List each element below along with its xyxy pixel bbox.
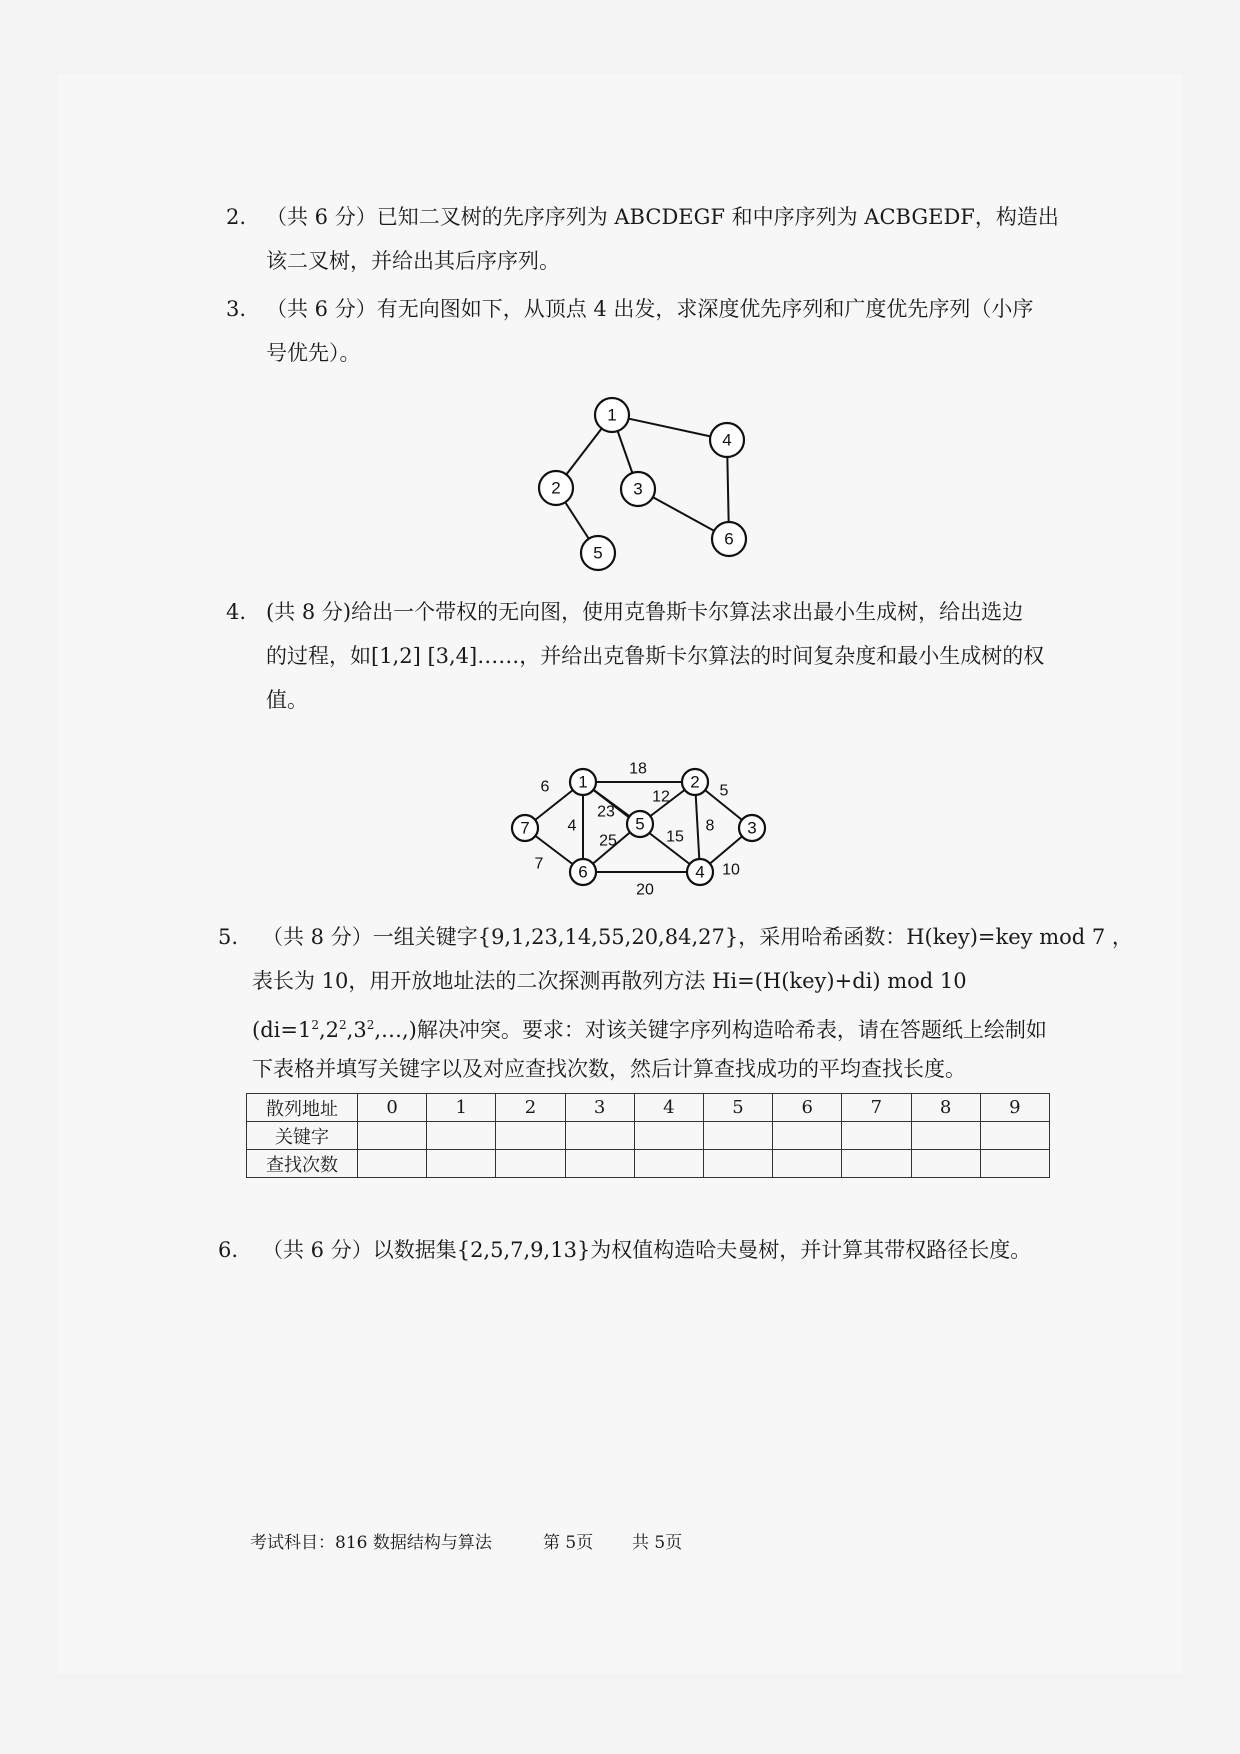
table-cell bbox=[427, 1150, 496, 1178]
table-cell bbox=[980, 1122, 1049, 1150]
question-number: 4. bbox=[226, 600, 247, 624]
edge-weight: 23 bbox=[597, 803, 615, 821]
footer-total: 共 5页 bbox=[632, 1533, 683, 1553]
graph-node bbox=[570, 859, 596, 885]
table-cell: 3 bbox=[565, 1094, 634, 1122]
text-fragment: (di=1 bbox=[252, 1018, 312, 1042]
graph-node bbox=[627, 811, 653, 837]
text-fragment: ,2 bbox=[318, 1018, 339, 1042]
question-number: 6. bbox=[218, 1238, 239, 1262]
question-text-line: （共 6 分）有无向图如下，从顶点 4 出发，求深度优先序列和广度优先序列（小序 bbox=[266, 297, 1034, 321]
hash-table bbox=[246, 1093, 1050, 1178]
graph-node-label: 3 bbox=[747, 818, 757, 838]
edge-weight: 25 bbox=[599, 832, 617, 850]
undirected-graph bbox=[520, 385, 780, 585]
footer-subject: 考试科目：816 数据结构与算法 bbox=[250, 1533, 492, 1553]
question-4 bbox=[226, 591, 1126, 721]
graph-node bbox=[539, 471, 573, 505]
superscript: 2 bbox=[311, 1018, 319, 1032]
question-5 bbox=[218, 916, 1138, 1091]
table-header-cell: 查找次数 bbox=[247, 1150, 358, 1178]
table-cell: 9 bbox=[980, 1094, 1049, 1122]
superscript: 2 bbox=[366, 1018, 375, 1032]
graph-node-label: 6 bbox=[578, 862, 588, 882]
table-row bbox=[247, 1094, 1050, 1122]
graph-node bbox=[710, 423, 744, 457]
table-cell: 4 bbox=[634, 1094, 703, 1122]
question-text-line: 值。 bbox=[266, 688, 308, 712]
question-number: 3. bbox=[226, 297, 247, 321]
question-number: 5. bbox=[218, 925, 239, 949]
table-cell bbox=[703, 1150, 772, 1178]
edge-weight: 7 bbox=[534, 855, 544, 873]
graph-node bbox=[712, 522, 746, 556]
table-cell bbox=[703, 1122, 772, 1150]
footer-page: 第 5页 bbox=[543, 1533, 594, 1553]
table-row bbox=[247, 1122, 1050, 1150]
table-cell bbox=[358, 1150, 427, 1178]
graph-node bbox=[512, 815, 538, 841]
table-cell bbox=[565, 1150, 634, 1178]
edge-weight: 12 bbox=[652, 788, 670, 806]
graph-node-label: 4 bbox=[695, 862, 705, 882]
table-cell: 5 bbox=[703, 1094, 772, 1122]
table-cell: 8 bbox=[911, 1094, 980, 1122]
graph-node-label: 6 bbox=[724, 529, 734, 549]
table-header-cell: 关键字 bbox=[247, 1122, 358, 1150]
graph-node bbox=[570, 769, 596, 795]
table-cell: 2 bbox=[496, 1094, 565, 1122]
table-cell bbox=[634, 1122, 703, 1150]
graph-node bbox=[682, 769, 708, 795]
question-3 bbox=[226, 288, 1126, 378]
table-cell bbox=[496, 1122, 565, 1150]
edge-weight: 15 bbox=[666, 828, 684, 846]
table-cell: 7 bbox=[842, 1094, 911, 1122]
edge-weight: 8 bbox=[705, 817, 715, 835]
question-text-line: （共 6 分）以数据集{2,5,7,9,13}为权值构造哈夫曼树，并计算其带权路径长度。 bbox=[262, 1238, 1032, 1262]
question-2 bbox=[226, 196, 1126, 286]
edge-weight: 20 bbox=[636, 881, 654, 899]
table-cell: 1 bbox=[427, 1094, 496, 1122]
graph-node-label: 2 bbox=[551, 478, 561, 498]
table-cell bbox=[773, 1150, 842, 1178]
question-text-line bbox=[252, 1004, 1047, 1051]
table-cell bbox=[427, 1122, 496, 1150]
table-cell: 6 bbox=[773, 1094, 842, 1122]
table-cell bbox=[565, 1122, 634, 1150]
table-cell bbox=[842, 1150, 911, 1178]
table-cell bbox=[911, 1150, 980, 1178]
table-cell: 0 bbox=[358, 1094, 427, 1122]
question-text-line: (共 8 分)给出一个带权的无向图，使用克鲁斯卡尔算法求出最小生成树，给出选边 bbox=[266, 600, 1024, 624]
question-text-line: （共 8 分）一组关键字{9,1,23,14,55,20,84,27}，采用哈希函数：H(key)=key mod 7 ， bbox=[262, 925, 1133, 949]
graph-node bbox=[581, 536, 615, 570]
graph-node-label: 5 bbox=[593, 543, 603, 563]
graph-node-label: 7 bbox=[520, 818, 530, 838]
graph-node bbox=[687, 859, 713, 885]
table-cell bbox=[842, 1122, 911, 1150]
graph-node-label: 3 bbox=[633, 479, 643, 499]
question-6 bbox=[218, 1229, 1138, 1273]
graph-node bbox=[621, 472, 655, 506]
question-text-line: 下表格并填写关键字以及对应查找次数，然后计算查找成功的平均查找长度。 bbox=[252, 1057, 966, 1081]
text-fragment: ,…,)解决冲突。要求：对该关键字序列构造哈希表，请在答题纸上绘制如 bbox=[374, 1018, 1047, 1042]
graph-node-label: 1 bbox=[578, 772, 588, 792]
question-text-line: （共 6 分）已知二叉树的先序序列为 ABCDEGF 和中序序列为 ACBGEDF，构造出 bbox=[266, 205, 1059, 229]
question-number: 2. bbox=[226, 205, 247, 229]
edge-weight: 10 bbox=[722, 861, 740, 879]
edge-weight: 4 bbox=[567, 817, 577, 835]
edge-weight: 5 bbox=[719, 782, 729, 800]
graph-node-label: 1 bbox=[607, 405, 617, 425]
table-row bbox=[247, 1150, 1050, 1178]
graph-node bbox=[595, 398, 629, 432]
text-fragment: ,3 bbox=[346, 1018, 367, 1042]
question-text-line: 表长为 10，用开放地址法的二次探测再散列方法 Hi=(H(key)+di) mod 10 bbox=[252, 969, 967, 993]
superscript: 2 bbox=[339, 1018, 347, 1032]
question-text-line: 号优先）。 bbox=[266, 341, 361, 365]
edge-weight: 6 bbox=[540, 778, 550, 796]
graph-node-label: 5 bbox=[635, 814, 645, 834]
edge-weight: 18 bbox=[629, 760, 647, 778]
table-header-cell: 散列地址 bbox=[247, 1094, 358, 1122]
graph-node bbox=[739, 815, 765, 841]
table-cell bbox=[634, 1150, 703, 1178]
table-cell bbox=[358, 1122, 427, 1150]
graph-node-label: 4 bbox=[722, 430, 732, 450]
question-text-line: 该二叉树，并给出其后序序列。 bbox=[266, 249, 560, 273]
table-cell bbox=[496, 1150, 565, 1178]
weighted-graph bbox=[495, 760, 785, 910]
table-cell bbox=[911, 1122, 980, 1150]
table-cell bbox=[773, 1122, 842, 1150]
table-cell bbox=[980, 1150, 1049, 1178]
graph-node-label: 2 bbox=[690, 772, 700, 792]
question-text-line: 的过程，如[1,2] [3,4]……，并给出克鲁斯卡尔算法的时间复杂度和最小生成树的权 bbox=[266, 644, 1045, 668]
